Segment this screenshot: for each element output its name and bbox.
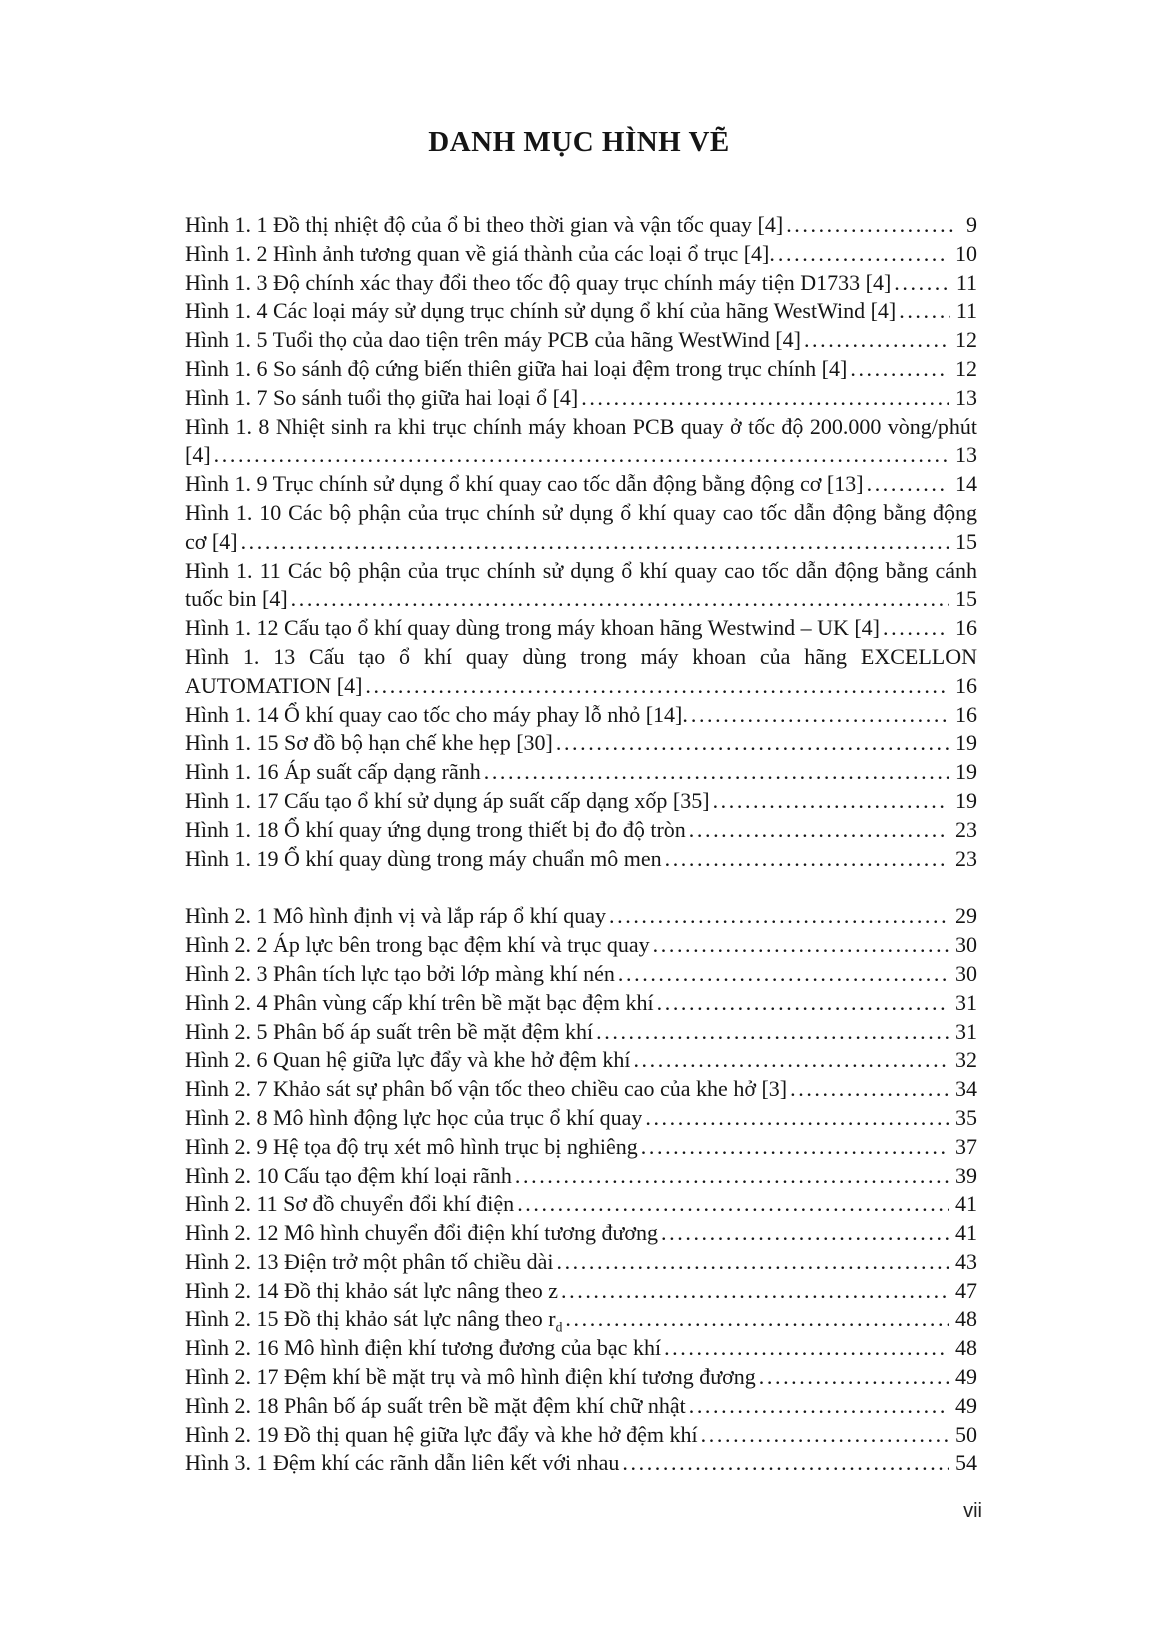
figure-entry-line (185, 1133, 977, 1162)
dot-leader (622, 1449, 949, 1478)
figure-entry-line (185, 384, 977, 413)
figure-caption: Hình 1. 5 Tuổi thọ của dao tiện trên máy PCB của hãng WestWind [4] (185, 327, 801, 353)
figure-entry-text-line: Hình 1. 13 Cấu tạo ổ khí quay dùng trong máy khoan của hãng EXCELLON (185, 643, 977, 669)
figure-entry-line (185, 672, 977, 701)
figure-entry (185, 1190, 977, 1219)
figure-caption: Hình 2. 3 Phân tích lực tạo bởi lớp màng khí nén (185, 960, 615, 986)
figure-caption: Hình 2. 12 Mô hình chuyển đổi điện khí tương đương (185, 1220, 659, 1246)
figure-entry-line (185, 1190, 977, 1219)
figure-entry-line (185, 729, 977, 758)
figure-entry (185, 614, 977, 643)
figure-entry (185, 211, 977, 240)
figure-caption: Hình 2. 13 Điện trở một phân tố chiều dài (185, 1248, 554, 1274)
figure-page-number: 31 (955, 1018, 977, 1044)
figure-entry (185, 787, 977, 816)
figure-entry (185, 384, 977, 413)
figure-entry (185, 1421, 977, 1450)
figure-entry-line (185, 787, 977, 816)
figure-caption: Hình 2. 17 Đệm khí bề mặt trụ và mô hình điện khí tương đương (185, 1364, 756, 1390)
dot-leader (633, 1046, 949, 1075)
dot-leader (850, 355, 949, 384)
figure-list-group-2 (185, 902, 977, 1478)
figure-page-number: 48 (955, 1335, 977, 1361)
dot-leader (778, 240, 949, 269)
figure-entry-line (185, 845, 977, 874)
figure-entry-line (185, 441, 977, 470)
figure-page-number: 39 (955, 1162, 977, 1188)
dot-leader (556, 1248, 949, 1277)
dot-leader (515, 1162, 949, 1191)
figure-entry-line (185, 1075, 977, 1104)
figure-page-number: 16 (955, 615, 977, 641)
figure-entry-line (185, 240, 977, 269)
figure-page-number: 49 (955, 1364, 977, 1390)
figure-entry (185, 499, 977, 557)
figure-caption: Hình 1. 15 Sơ đồ bộ hạn chế khe hẹp [30] (185, 730, 553, 756)
figure-caption: cơ [4] (185, 528, 238, 554)
figure-page-number: 19 (955, 787, 977, 813)
dot-leader (214, 441, 949, 470)
figure-caption: Hình 2. 14 Đồ thị khảo sát lực nâng theo z (185, 1277, 559, 1303)
figure-caption: Hình 1. 4 Các loại máy sử dụng trục chính sử dụng ổ khí của hãng WestWind [4] (185, 298, 897, 324)
dot-leader (641, 1133, 949, 1162)
dot-leader (899, 297, 950, 326)
figure-caption: Hình 2. 5 Phân bố áp suất trên bề mặt đệm khí (185, 1018, 594, 1044)
figure-entry (185, 1104, 977, 1133)
figure-caption: Hình 1. 18 Ổ khí quay ứng dụng trong thiết bị đo độ tròn (185, 816, 686, 842)
figure-entry (185, 902, 977, 931)
figure-entry (185, 1334, 977, 1363)
figure-entry-line (185, 1363, 977, 1392)
figure-entry-line (185, 269, 977, 298)
figure-caption: Hình 2. 11 Sơ đồ chuyển đổi khí điện (185, 1191, 515, 1217)
figure-entry (185, 1305, 977, 1334)
figure-entry (185, 960, 977, 989)
dot-leader (556, 729, 949, 758)
figure-page-number: 30 (955, 932, 977, 958)
figure-entry (185, 931, 977, 960)
figure-page-number: 15 (955, 586, 977, 612)
figure-entry-line (185, 326, 977, 355)
figure-entry (185, 1075, 977, 1104)
figure-entry (185, 470, 977, 499)
figure-entry-line (185, 701, 977, 730)
figure-entry-line (185, 297, 977, 326)
figure-entry-line (185, 1392, 977, 1421)
figure-page-number: 19 (955, 759, 977, 785)
figure-caption: tuốc bin [4] (185, 586, 288, 612)
figure-caption: Hình 2. 2 Áp lực bên trong bạc đệm khí và trục quay (185, 932, 650, 958)
figure-entry-line (185, 758, 977, 787)
figure-entry (185, 1392, 977, 1421)
figure-entry (185, 1219, 977, 1248)
figure-entry (185, 1133, 977, 1162)
figure-entry (185, 816, 977, 845)
figure-list-group-1 (185, 211, 977, 873)
figure-page-number: 11 (955, 298, 977, 324)
figure-caption: Hình 2. 9 Hệ tọa độ trụ xét mô hình trục bị nghiêng (185, 1133, 638, 1159)
figure-entry (185, 1248, 977, 1277)
figure-page-number: 47 (955, 1277, 977, 1303)
figure-caption: [4] (185, 442, 211, 468)
figure-entry-line (185, 614, 977, 643)
figure-page-number: 14 (955, 471, 977, 497)
figure-entry-line (185, 1018, 977, 1047)
dot-leader (883, 614, 949, 643)
dot-leader (484, 758, 949, 787)
figure-entry-text-line: Hình 1. 11 Các bộ phận của trục chính sử dụng ổ khí quay cao tốc dẫn động bằng cánh (185, 557, 977, 583)
dot-leader (517, 1190, 949, 1219)
dot-leader (653, 931, 949, 960)
figure-entry-line (185, 1162, 977, 1191)
dot-leader (291, 585, 949, 614)
figure-caption: Hình 2. 10 Cấu tạo đệm khí loại rãnh (185, 1162, 512, 1188)
dot-leader (701, 1421, 949, 1450)
figure-entry-line (185, 211, 977, 240)
figure-entry (185, 1018, 977, 1047)
dot-leader (867, 470, 949, 499)
figure-entry (185, 1046, 977, 1075)
figure-page-number: 13 (955, 442, 977, 468)
figure-page-number: 16 (955, 672, 977, 698)
figure-caption: Hình 1. 6 So sánh độ cứng biến thiên giữa hai loại đệm trong trục chính [4] (185, 355, 848, 381)
dot-leader (645, 1104, 949, 1133)
figure-caption: Hình 2. 18 Phân bố áp suất trên bề mặt đệm khí chữ nhật (185, 1392, 686, 1418)
figure-entry (185, 326, 977, 355)
dot-leader (759, 1363, 949, 1392)
figure-entry-line (185, 1421, 977, 1450)
footer-page-number: vii (963, 1500, 982, 1522)
figure-caption: Hình 2. 8 Mô hình động lực học của trục ổ khí quay (185, 1104, 643, 1130)
dot-leader (665, 845, 949, 874)
figure-entry-line (185, 960, 977, 989)
figure-list (185, 211, 977, 1478)
figure-page-number: 29 (955, 903, 977, 929)
figure-page-number: 49 (955, 1392, 977, 1418)
dot-leader (664, 1334, 949, 1363)
figure-entry-line (185, 1334, 977, 1363)
figure-entry-line (185, 931, 977, 960)
figure-page-number: 30 (955, 960, 977, 986)
figure-page-number: 35 (955, 1104, 977, 1130)
dot-leader (713, 787, 949, 816)
dot-leader (241, 528, 949, 557)
figure-page-number: 12 (955, 327, 977, 353)
dot-leader (786, 211, 957, 240)
figure-entry (185, 845, 977, 874)
figure-page-number: 23 (955, 816, 977, 842)
dot-leader (609, 902, 949, 931)
figure-entry (185, 1162, 977, 1191)
figure-entry (185, 1363, 977, 1392)
figure-page-number: 37 (955, 1133, 977, 1159)
figure-page-number: 12 (955, 355, 977, 381)
figure-entry-line (185, 585, 977, 614)
figure-entry (185, 355, 977, 384)
dot-leader (790, 1075, 949, 1104)
figure-entry-line (185, 1104, 977, 1133)
figure-page-number: 34 (955, 1076, 977, 1102)
figure-page-number: 43 (955, 1248, 977, 1274)
figure-entry-line (185, 1046, 977, 1075)
figure-caption: Hình 1. 17 Cấu tạo ổ khí sử dụng áp suất cấp dạng xốp [35] (185, 787, 710, 813)
figure-entry (185, 413, 977, 471)
figure-page-number: 9 (966, 212, 977, 237)
figure-entry-line (185, 1219, 977, 1248)
figure-caption-subscript: d (555, 1319, 563, 1335)
figure-entry (185, 297, 977, 326)
figure-entry (185, 989, 977, 1018)
dot-leader (661, 1219, 949, 1248)
figure-caption: Hình 1. 1 Đồ thị nhiệt độ của ổ bi theo thời gian và vận tốc quay [4] (185, 212, 784, 237)
figure-caption: Hình 1. 9 Trục chính sử dụng ổ khí quay cao tốc dẫn động bằng động cơ [13] (185, 471, 864, 497)
figure-entry-text-line: Hình 1. 10 Các bộ phận của trục chính sử dụng ổ khí quay cao tốc dẫn động bằng động (185, 499, 977, 525)
dot-leader (691, 701, 949, 730)
figure-entry-line (185, 1449, 977, 1478)
figure-caption: Hình 1. 3 Độ chính xác thay đổi theo tốc độ quay trục chính máy tiện D1733 [4] (185, 269, 892, 295)
figure-entry-line (185, 902, 977, 931)
dot-leader (561, 1277, 949, 1306)
figure-caption: Hình 2. 16 Mô hình điện khí tương đương của bạc khí (185, 1335, 662, 1361)
figure-caption: Hình 2. 1 Mô hình định vị và lắp ráp ổ khí quay (185, 903, 607, 929)
dot-leader (365, 672, 949, 701)
figure-caption: Hình 2. 15 Đồ thị khảo sát lực nâng theo $r_d$ (185, 1306, 563, 1335)
figure-caption: Hình 2. 6 Quan hệ giữa lực đẩy và khe hở đệm khí (185, 1047, 631, 1073)
figure-caption: Hình 1. 14 Ổ khí quay cao tốc cho máy phay lỗ nhỏ [14]. (185, 701, 688, 727)
figure-entry-line (185, 528, 977, 557)
figure-entry-text-line: Hình 1. 8 Nhiệt sinh ra khi trục chính máy khoan PCB quay ở tốc độ 200.000 vòng/phút (185, 413, 977, 439)
figure-entry (185, 1277, 977, 1306)
figure-entry (185, 240, 977, 269)
figure-page-number: 13 (955, 384, 977, 410)
figure-page-number: 16 (955, 701, 977, 727)
figure-entry-line (185, 816, 977, 845)
figure-entry (185, 557, 977, 615)
page-title: DANH MỤC HÌNH VẼ (428, 126, 730, 158)
figure-caption: AUTOMATION [4] (185, 672, 363, 698)
dot-leader (804, 326, 949, 355)
figure-page-number: 41 (955, 1220, 977, 1246)
dot-leader (618, 960, 949, 989)
dot-leader (565, 1305, 949, 1334)
figure-caption: Hình 2. 19 Đồ thị quan hệ giữa lực đẩy và khe hở đệm khí (185, 1421, 698, 1447)
figure-page-number: 54 (955, 1450, 977, 1476)
dot-leader (689, 1392, 949, 1421)
figure-page-number: 19 (955, 730, 977, 756)
figure-caption: Hình 1. 19 Ổ khí quay dùng trong máy chuẩn mô men (185, 845, 662, 871)
dot-leader (657, 989, 949, 1018)
figure-entry (185, 701, 977, 730)
figure-page-number: 48 (955, 1306, 977, 1332)
figure-entry-line (185, 989, 977, 1018)
figure-entry (185, 758, 977, 787)
figure-entry-line (185, 355, 977, 384)
figure-page-number: 10 (955, 240, 977, 266)
dot-leader (596, 1018, 949, 1047)
figure-caption: Hình 2. 7 Khảo sát sự phân bố vận tốc theo chiều cao của khe hở [3] (185, 1076, 788, 1102)
figure-page-number: 15 (955, 528, 977, 554)
figure-page-number: 31 (955, 989, 977, 1015)
figure-entry-line (185, 1248, 977, 1277)
figure-entry (185, 643, 977, 701)
figure-entry (185, 729, 977, 758)
figure-entry-line (185, 1277, 977, 1306)
figure-page-number: 32 (955, 1047, 977, 1073)
figure-caption: Hình 3. 1 Đệm khí các rãnh dẫn liên kết với nhau (185, 1450, 620, 1476)
figure-caption: Hình 2. 4 Phân vùng cấp khí trên bề mặt bạc đệm khí (185, 989, 654, 1015)
figure-page-number: 11 (955, 269, 977, 295)
dot-leader (689, 816, 949, 845)
figure-entry (185, 1449, 977, 1478)
figure-page-number: 50 (955, 1421, 977, 1447)
figure-entry-line (185, 1305, 977, 1334)
figure-entry (185, 269, 977, 298)
figure-entry-line (185, 470, 977, 499)
figure-caption: Hình 1. 7 So sánh tuổi thọ giữa hai loại ổ [4] (185, 384, 579, 410)
figure-caption: Hình 1. 2 Hình ảnh tương quan về giá thành của các loại ổ trục [4]. (185, 240, 775, 266)
dot-leader (894, 269, 950, 298)
figure-caption: Hình 1. 16 Áp suất cấp dạng rãnh (185, 759, 481, 785)
figure-page-number: 41 (955, 1191, 977, 1217)
figure-page-number: 23 (955, 845, 977, 871)
dot-leader (581, 384, 949, 413)
figure-caption: Hình 1. 12 Cấu tạo ổ khí quay dùng trong máy khoan hãng Westwind – UK [4] (185, 615, 881, 641)
